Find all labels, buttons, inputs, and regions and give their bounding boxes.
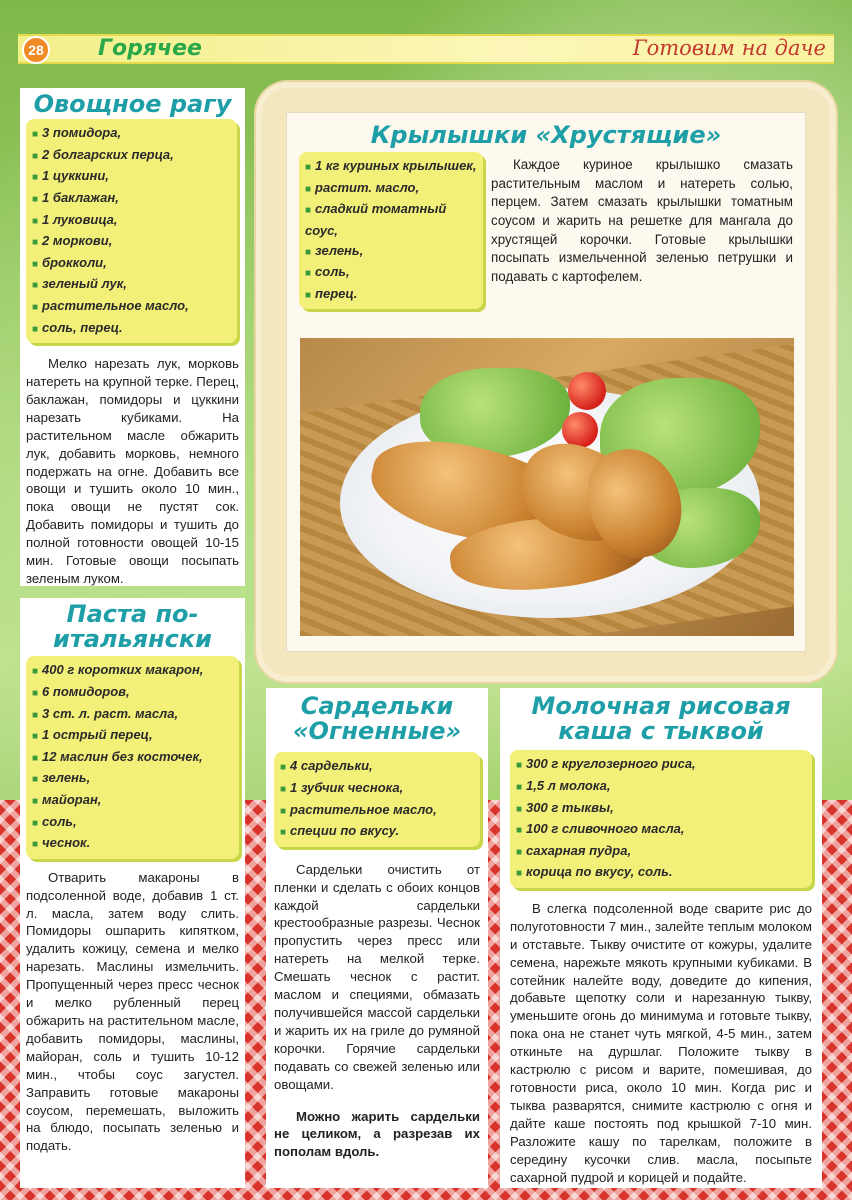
tomato-image — [568, 372, 606, 410]
ingredient: ■ 1,5 л молока, — [516, 776, 806, 798]
ingredient: ■ сахарная пудра, — [516, 841, 806, 863]
ingredients-list — [299, 152, 483, 309]
recipe-text: В слегка подсоленной воде сварите рис до полуготовности 7 мин., залейте теплым молоком и отставьте. Тыкву очистите от кожуры, удалите семена, нарежьте мякоть крупными кубиками. В сотейник налейте воду, доведите до кипения, добавьте щепотку соли и нарезанную тыкву, уменьшите огонь до минимума и готовьте тыкву, пока она не станет чуть мягкой, 4-5 мин., затем откиньте на дуршлаг. Положите тыкву в кастрюлю с рисом и варите, помешивая, до готовности риса, около 10 мин. Когда рис и тыква разварятся, снимите кастрюлю с огня и дайте каше постоять под крышкой 7-10 мин. Разложите кашу по тарелкам, положите в середину кусочки слив. масла, посыпьте сахарной пудрой и корицей и подайте. — [510, 900, 812, 1185]
recipe-text: Каждое куриное крылышко смазать растительным маслом и натереть солью, перцем. Затем смазать крылышки томатным соусом и жарить на решетке для мангала до хрустящей корочки. Готовые крылышки посыпать измельченной зеленью петрушки и подавать с картофелем. — [491, 157, 793, 284]
chicken-wings-photo — [300, 338, 794, 636]
ingredient: ■ чеснок. — [32, 833, 233, 855]
ingredient: ■ зелень, — [32, 768, 233, 790]
ingredient: ■ растит. масло, — [305, 178, 477, 200]
recipe-title: Паста по-итальянски — [53, 600, 212, 654]
ingredient: ■ растительное масло, — [280, 800, 474, 822]
ingredient: ■ 1 цуккини, — [32, 166, 231, 188]
recipe-title: Сардельки «Огненные» — [292, 692, 462, 746]
ingredient: ■ специи по вкусу. — [280, 821, 474, 843]
recipe-text: Отварить макароны в подсоленной воде, добавив 1 ст. л. масла, затем воду слить. Помидоры ошпарить кипятком, удалить кожицу, семена и мелко нарезать. Маслины измельчить. Пропущенный через пресс чеснок и мелко рубленный перец обжарить на растительном масле, добавить помидоры, маслины, майоран, соль и тушить 10-12 мин., чтобы соус загустел. Заправить готовые макароны соусом, перемешать, выложить на блюдо, посыпать зеленью и подать. — [26, 869, 239, 1154]
ingredient: ■ 4 сардельки, — [280, 756, 474, 778]
ingredient: ■ 2 моркови, — [32, 231, 231, 253]
magazine-title: Готовим на даче — [632, 36, 826, 60]
ingredient: ■ зеленый лук, — [32, 274, 231, 296]
ingredient: ■ корица по вкусу, соль. — [516, 862, 806, 884]
ingredient: ■ 300 г круглозерного риса, — [516, 754, 806, 776]
ingredient: ■ перец. — [305, 284, 477, 306]
recipe-tip: Можно жарить сардельки не целиком, а разрезав их пополам вдоль. — [274, 1108, 480, 1160]
ingredient: ■ соль, перец. — [32, 318, 231, 340]
ingredient: ■ 6 помидоров, — [32, 682, 233, 704]
ingredient: ■ 3 помидора, — [32, 123, 231, 145]
ingredients-list — [510, 750, 812, 888]
ingredients-list — [274, 752, 480, 846]
recipe-porridge — [500, 688, 822, 1188]
ingredient: ■ 100 г сливочного масла, — [516, 819, 806, 841]
ingredients-list — [26, 656, 239, 858]
ingredient: ■ растительное масло, — [32, 296, 231, 318]
ingredient: ■ 1 луковица, — [32, 210, 231, 232]
recipe-title: Крылышки «Хрустящие» — [370, 121, 722, 149]
ingredient: ■ 400 г коротких макарон, — [32, 660, 233, 682]
ingredient: ■ 1 кг куриных крылышек, — [305, 156, 477, 178]
ingredient: ■ 3 ст. л. раст. масла, — [32, 704, 233, 726]
ingredient: ■ майоран, — [32, 790, 233, 812]
ingredient: ■ 1 зубчик чеснока, — [280, 778, 474, 800]
ingredient: ■ 2 болгарских перца, — [32, 145, 231, 167]
recipe-pasta — [20, 598, 245, 1188]
ingredient: ■ 1 баклажан, — [32, 188, 231, 210]
ingredient: ■ 300 г тыквы, — [516, 798, 806, 820]
recipe-text: Сардельки очистить от пленки и сделать с обоих концов каждой сардельки крестообразные разрезы. Чеснок пропустить через пресс или натереть на мелкой терке. Смешать чеснок с растит. маслом и специями, обмазать получившейся массой сардельки и жарить их на гриле до румяной корочки. Горячие сардельки подавать со свежей зеленью или овощами. — [274, 861, 480, 1092]
recipe-title: Молочная рисовая каша с тыквой — [531, 692, 791, 746]
ingredient: ■ зелень, — [305, 241, 477, 263]
ingredients-list — [26, 119, 237, 343]
recipe-ragu — [20, 88, 245, 586]
recipe-title: Овощное рагу — [33, 90, 232, 118]
ingredient: ■ брокколи, — [32, 253, 231, 275]
section-title: Горячее — [98, 36, 202, 61]
ingredient: ■ соль, — [32, 812, 233, 834]
page-number: 28 — [22, 36, 50, 64]
ingredient: ■ соль, — [305, 262, 477, 284]
ingredient: ■ 12 маслин без косточек, — [32, 747, 233, 769]
recipe-sausages — [266, 688, 488, 1188]
recipe-text: Мелко нарезать лук, морковь натереть на крупной терке. Перец, баклажан, помидоры и цуккини нарезать кубиками. На растительном масле обжарить лук, добавить морковь, немного подержать на огне. Добавить все овощи и тушить около 10 мин., пока овощи не пустят сок. Добавить помидоры и тушить до полной готовности овощей 10-15 мин. Готовые овощи посыпать зеленым луком. — [26, 356, 239, 586]
ingredient: ■ 1 острый перец, — [32, 725, 233, 747]
ingredient: ■ сладкий томатный соус, — [305, 199, 477, 240]
